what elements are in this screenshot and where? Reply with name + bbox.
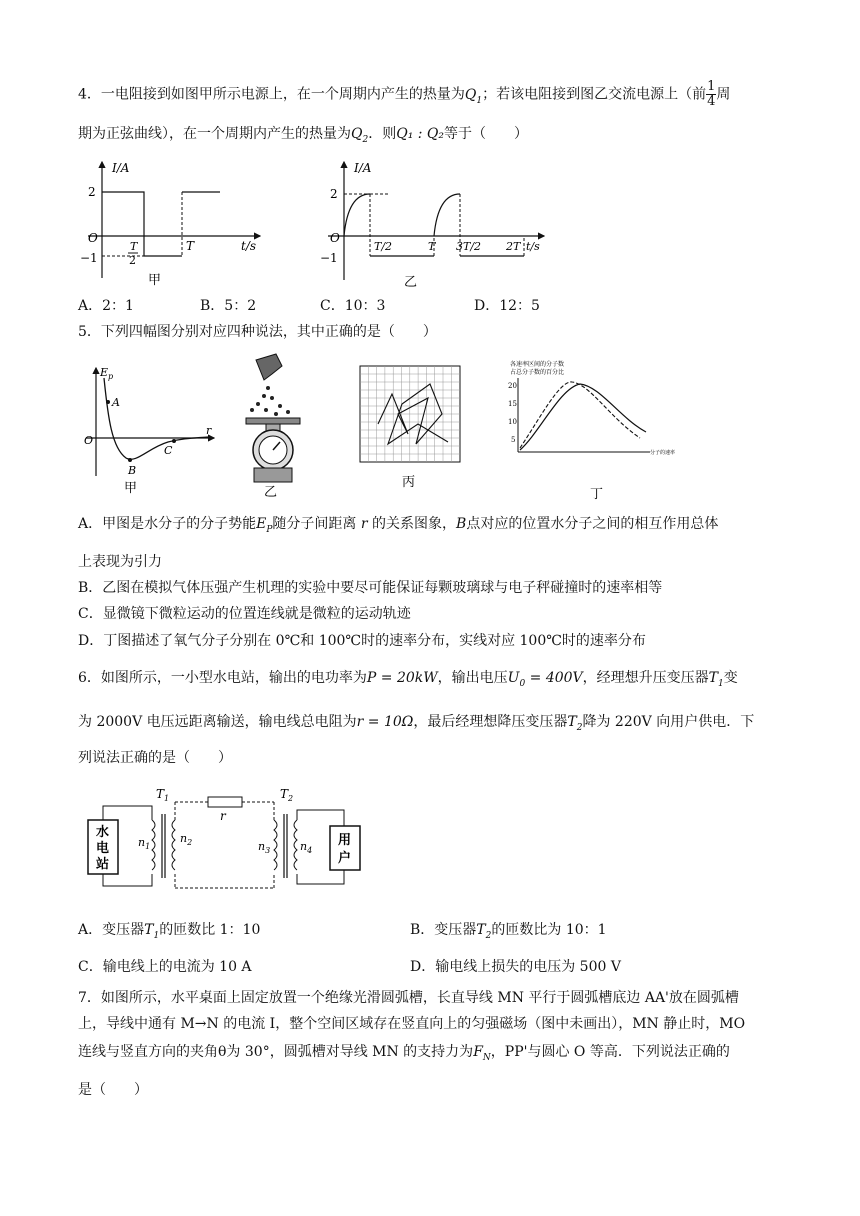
q4-stem-text-e: ．则 xyxy=(368,126,397,142)
q4-figure-jia xyxy=(78,158,263,288)
q5a-ylabel: $E_p$ xyxy=(100,366,114,381)
q4-stem-text-d: 期为正弦曲线），在一个周期内产生的热量为 xyxy=(78,126,351,142)
q4-Q2: $Q_2$ xyxy=(351,126,369,145)
q4a-ylabel: I/A xyxy=(112,161,130,175)
q5a-xlabel: r xyxy=(206,424,212,437)
q5a-point-B: B xyxy=(128,464,137,477)
q5a-point-A: A xyxy=(112,396,120,409)
q6-station-char-3: 站 xyxy=(96,857,110,872)
q5-figure-jia xyxy=(78,358,218,498)
q4-Q1: $Q_1$ xyxy=(464,86,483,106)
q6-T2-secondary-coil xyxy=(294,820,297,870)
q4-stem-line2 xyxy=(78,124,528,150)
q4b-tick-T: T xyxy=(428,240,436,253)
q4-option-c[interactable]: C．10：3 xyxy=(320,298,386,314)
q4a-origin: O xyxy=(88,231,98,245)
q4a-halfT-den: 2 xyxy=(129,254,136,267)
q6-T2-label: $T_2$ xyxy=(280,787,294,803)
q5-option-d[interactable]: D．丁图描述了氧气分子分别在 0℃和 100℃时的速率分布，实线对应 100℃时的速率分布 xyxy=(78,633,646,649)
q7-stem-line2: 上，导线中通有 M→N 的电流 I，整个空间区域存在竖直向上的匀强磁场（图中未画出），MN 静止时，MO xyxy=(78,1016,746,1032)
q7-stem-line4: 是（ ） xyxy=(78,1082,148,1098)
q6-T1-label: $T_1$ xyxy=(156,787,170,803)
q4a-halfT-num: T xyxy=(130,240,138,253)
q5d-dashed-curve xyxy=(520,382,640,448)
q5d-ytick-20: 20 xyxy=(508,382,517,390)
q6-option-c[interactable]: C．输电线上的电流为 10 A xyxy=(78,959,252,975)
q6-user-char-2: 户 xyxy=(338,851,352,866)
q4-option-b[interactable]: B．5：2 xyxy=(200,298,257,314)
q5d-title-1: 各速率区间的分子数 xyxy=(510,361,565,368)
q4a-tick-T: T xyxy=(186,239,195,253)
q4-stem-text-a: 4．一电阻接到如图甲所示电源上，在一个周期内产生的热量为 xyxy=(78,86,465,103)
q6-stem-line3: 列说法正确的是（ ） xyxy=(78,750,232,766)
q5a-caption: 甲 xyxy=(124,481,138,496)
q6-resistor xyxy=(208,797,242,807)
q5d-title-2: 占总分子数的百分比 xyxy=(510,369,565,376)
q5d-ytick-15: 15 xyxy=(508,400,517,408)
q4-stem-text-f: 等于（ ） xyxy=(444,126,529,142)
q5d-ytick-10: 10 xyxy=(508,418,517,426)
q4-option-d[interactable]: D．12：5 xyxy=(474,298,540,314)
q5-option-b[interactable]: B．乙图在模拟气体压强产生机理的实验中要尽可能保证每颗玻璃球与电子秤碰撞时的速率相等 xyxy=(78,580,663,596)
q4a-tick-2: 2 xyxy=(88,185,96,199)
q5-option-a-line1[interactable]: A．甲图是水分子的分子势能$E_P$随分子间距离 r 的关系图象，B点对应的位置水分子之间的相互作用总体 xyxy=(78,516,719,535)
q6-option-b[interactable]: B．变压器$T_2$的匝数比为 10：1 xyxy=(410,922,607,941)
q5-option-c[interactable]: C．显微镜下微粒运动的位置连线就是微粒的运动轨迹 xyxy=(78,606,411,622)
q6-option-a[interactable]: A．变压器$T_1$的匝数比 1：10 xyxy=(78,922,261,941)
q4-fraction: $\frac{1}{4}$ xyxy=(707,79,716,109)
q6-stem-line1: 6．如图所示，一小型水电站，输出的电功率为P = 20kW，输出电压$U_0 = 400V$，经理想升压变压器$T_1$变 xyxy=(78,670,738,689)
q4a-waveform-1 xyxy=(102,192,182,256)
q6-option-d[interactable]: D．输电线上损失的电压为 500 V xyxy=(410,959,621,975)
q5c-caption: 丙 xyxy=(402,475,416,490)
q4-stem-text-c: 周 xyxy=(716,86,731,103)
q5b-caption: 乙 xyxy=(264,485,278,498)
q4b-tick-2: 2 xyxy=(330,187,338,201)
q6-n1: $n_1$ xyxy=(138,836,151,851)
q4-figure-yi xyxy=(318,158,548,288)
q6-user-char-1: 用 xyxy=(338,833,352,848)
q5d-solid-curve xyxy=(520,384,646,450)
q4-ratio: Q₁ : Q₂ xyxy=(396,126,445,142)
q4a-caption: 甲 xyxy=(148,273,162,288)
q5d-caption: 丁 xyxy=(590,487,604,502)
q4b-ylabel: I/A xyxy=(354,161,372,175)
q4-stem-line1 xyxy=(78,80,730,110)
q4b-xlabel: t/s xyxy=(526,240,540,253)
q6-station-char-1: 水 xyxy=(96,825,110,840)
q6-n3: $n_3$ xyxy=(258,840,271,855)
q5-figure-bing xyxy=(358,364,468,500)
q5-option-a-line2[interactable]: 上表现为引力 xyxy=(78,554,162,570)
q6-station-char-2: 电 xyxy=(96,841,110,856)
q6-circuit-diagram xyxy=(78,778,378,908)
q4a-tick-m1: −1 xyxy=(80,251,98,265)
q5a-origin: O xyxy=(84,434,94,447)
q4a-xlabel: t/s xyxy=(241,239,257,253)
q5-stem: 5．下列四幅图分别对应四种说法，其中正确的是（ ） xyxy=(78,324,437,340)
q5-figure-yi xyxy=(228,352,318,498)
q6-stem-line2: 为 2000V 电压远距离输送，输电线总电阻为r = 10Ω，最后经理想降压变压器$T_2$降为 220V 向用户供电．下 xyxy=(78,714,755,733)
q6-resistor-label: r xyxy=(220,809,226,823)
q6-T1-primary-coil xyxy=(152,820,155,870)
q6-T1-secondary-coil xyxy=(172,820,175,870)
q4b-tick-2T: 2T xyxy=(506,240,521,253)
q6-T2-primary-coil xyxy=(274,820,277,870)
q5b-cup-icon xyxy=(256,354,282,380)
q6-n4: $n_4$ xyxy=(300,840,313,855)
q7-stem-line1: 7．如图所示，水平桌面上固定放置一个绝缘光滑圆弧槽，长直导线 MN 平行于圆弧槽底边 AA'放在圆弧槽 xyxy=(78,990,739,1006)
q5a-curve xyxy=(104,378,208,459)
q4b-tick-halfT: T/2 xyxy=(374,240,393,253)
q4b-origin: O xyxy=(330,231,340,245)
q4b-caption: 乙 xyxy=(404,275,418,288)
q4-stem-text-b: ；若该电阻接到图乙交流电源上（前 xyxy=(482,86,707,103)
q5d-ytick-5: 5 xyxy=(511,436,516,444)
q4b-tick-3halfT: 3T/2 xyxy=(456,240,482,253)
q4-option-a[interactable]: A．2：1 xyxy=(78,298,134,314)
q6-n2: $n_2$ xyxy=(180,832,193,847)
q5-figure-ding xyxy=(500,358,690,504)
q5d-xlabel: 分子的速率 xyxy=(650,450,676,456)
q4b-tick-m1: −1 xyxy=(320,251,338,265)
q7-stem-line3: 连线与竖直方向的夹角θ为 30°，圆弧槽对导线 MN 的支持力为$F_N$，PP'与圆心 O 等高．下列说法正确的 xyxy=(78,1044,730,1063)
q5a-point-C: C xyxy=(164,444,173,457)
